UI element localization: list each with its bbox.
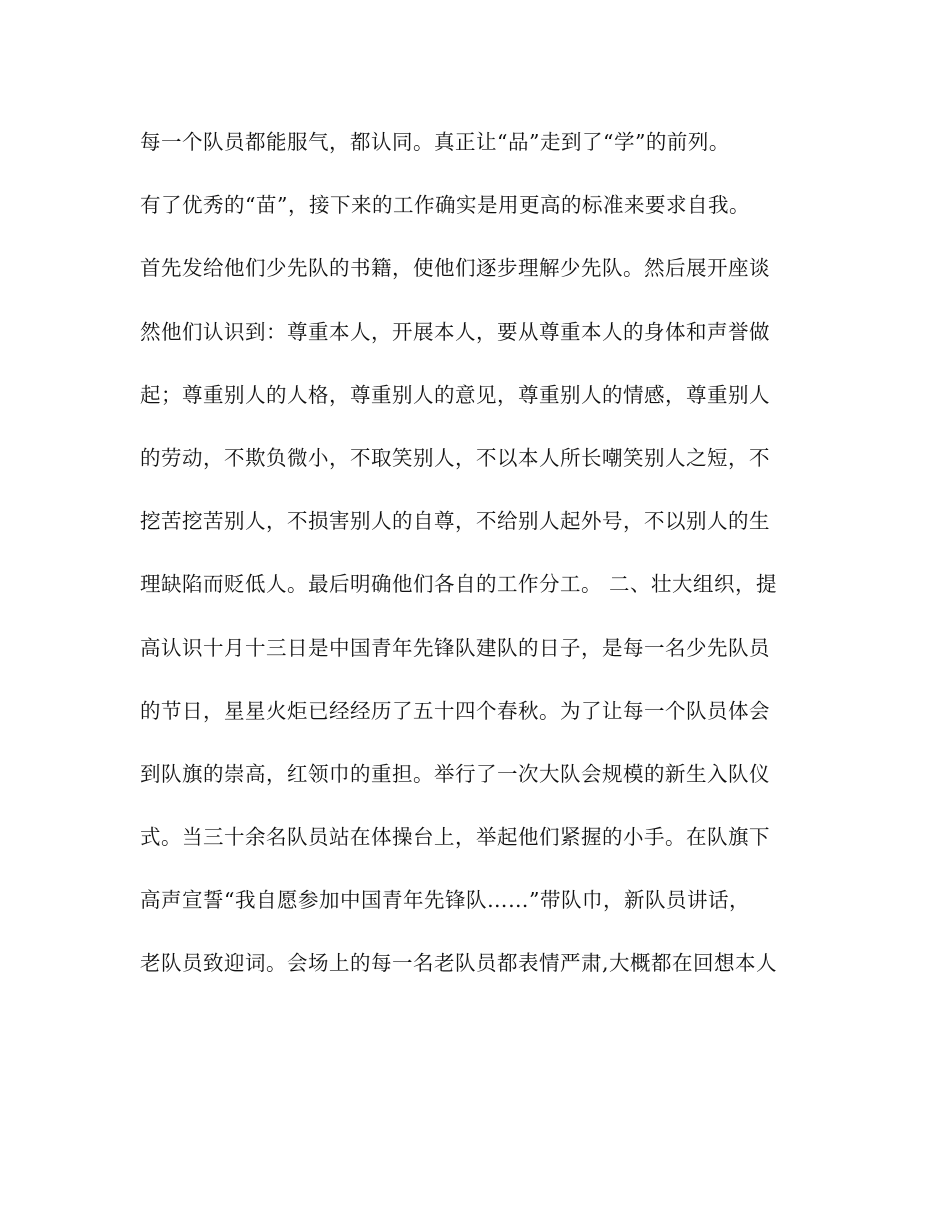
text-line: 每一个队员都能服气，都认同。真正让“品”走到了“学”的前列。 [140,130,730,154]
text-line: 有了优秀的“苗”，接下来的工作确实是用更高的标准来要求自我。 [140,193,750,218]
text-line: 高声宣誓“我自愿参加中国青年先锋队……”带队巾，新队员讲话， [140,888,750,913]
text-line: 然他们认识到：尊重本人，开展本人，要从尊重本人的身体和声誉做 [140,319,770,344]
body-text [140,122,840,1007]
text-line: 首先发给他们少先队的书籍，使他们逐步理解少先队。然后展开座谈 [140,256,770,281]
text-line: 老队员致迎词。会场上的每一名老队员都表情严肃,大概都在回想本人 [140,951,778,976]
text-line: 挖苦挖苦别人，不损害别人的自尊，不给别人起外号，不以别人的生 [140,509,770,534]
text-line: 高认识十月十三日是中国青年先锋队建队的日子，是每一名少先队员 [140,635,770,660]
text-line: 起；尊重别人的人格，尊重别人的意见，尊重别人的情感，尊重别人 [140,382,770,407]
text-line: 到队旗的崇高，红领巾的重担。举行了一次大队会规模的新生入队仪 [140,761,770,786]
text-line: 的节日，星星火炬已经经历了五十四个春秋。为了让每一个队员体会 [140,698,770,723]
text-line: 式。当三十余名队员站在体操台上，举起他们紧握的小手。在队旗下 [140,825,770,850]
text-line: 的劳动，不欺负微小，不取笑别人，不以本人所长嘲笑别人之短，不 [140,445,770,470]
text-line: 理缺陷而贬低人。最后明确他们各自的工作分工。 二、壮大组织，提 [140,572,778,597]
